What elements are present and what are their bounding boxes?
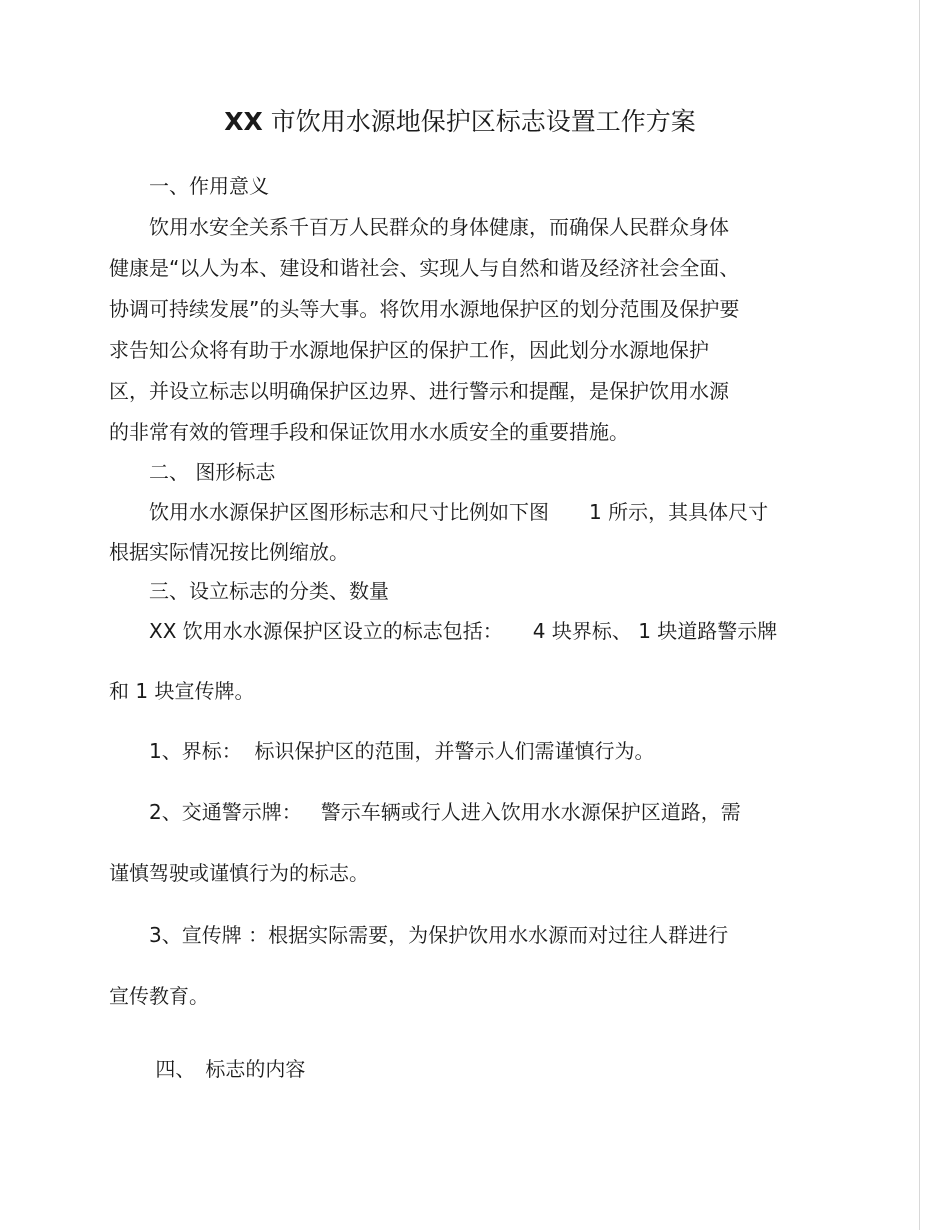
list-item-publicity-board: 3、宣传牌 ：根据实际需要，为保护饮用水水源而对过往人群进行 (109, 923, 729, 947)
heading-1-significance: 一、作用意义 (109, 174, 269, 198)
paragraph-line: 根据实际情况按比例缩放。 (109, 540, 349, 564)
list-item-traffic-sign: 2、交通警示牌： 警示车辆或行人进入饮用水水源保护区道路，需 (109, 800, 741, 824)
paragraph-line: 协调可持续发展”的头等大事。将饮用水源地保护区的划分范围及保护要 (109, 297, 740, 321)
paragraph-line: 饮用水安全关系千百万人民群众的身体健康，而确保人民群众身体 (109, 215, 729, 239)
heading-3-classification: 三、设立标志的分类、数量 (109, 579, 389, 603)
heading-4-sign-content: 四、 标志的内容 (109, 1057, 306, 1081)
paragraph-line: 求告知公众将有助于水源地保护区的保护工作，因此划分水源地保护 (109, 338, 709, 362)
heading-2-graphic-signs: 二、 图形标志 (109, 460, 276, 484)
title-prefix: XX (224, 107, 263, 136)
document-title (0, 105, 920, 139)
paragraph-line: XX 饮用水水源保护区设立的标志包括： 4 块界标、 1 块道路警示牌 (109, 619, 778, 643)
page-edge (919, 0, 920, 1230)
title-text: 市饮用水源地保护区标志设置工作方案 (262, 107, 696, 136)
paragraph-line: 谨慎驾驶或谨慎行为的标志。 (109, 861, 369, 885)
paragraph-line: 的非常有效的管理手段和保证饮用水水质安全的重要措施。 (109, 420, 629, 444)
paragraph-line: 健康是“以人为本、建设和谐社会、实现人与自然和谐及经济社会全面、 (109, 256, 740, 280)
paragraph-line: 和 1 块宣传牌。 (109, 679, 255, 703)
paragraph-line: 区，并设立标志以明确保护区边界、进行警示和提醒，是保护饮用水源 (109, 379, 729, 403)
paragraph-line: 饮用水水源保护区图形标志和尺寸比例如下图 1 所示，其具体尺寸 (109, 500, 769, 524)
paragraph-line: 宣传教育。 (109, 984, 209, 1008)
list-item-boundary-marker: 1、界标： 标识保护区的范围，并警示人们需谨慎行为。 (109, 739, 655, 763)
